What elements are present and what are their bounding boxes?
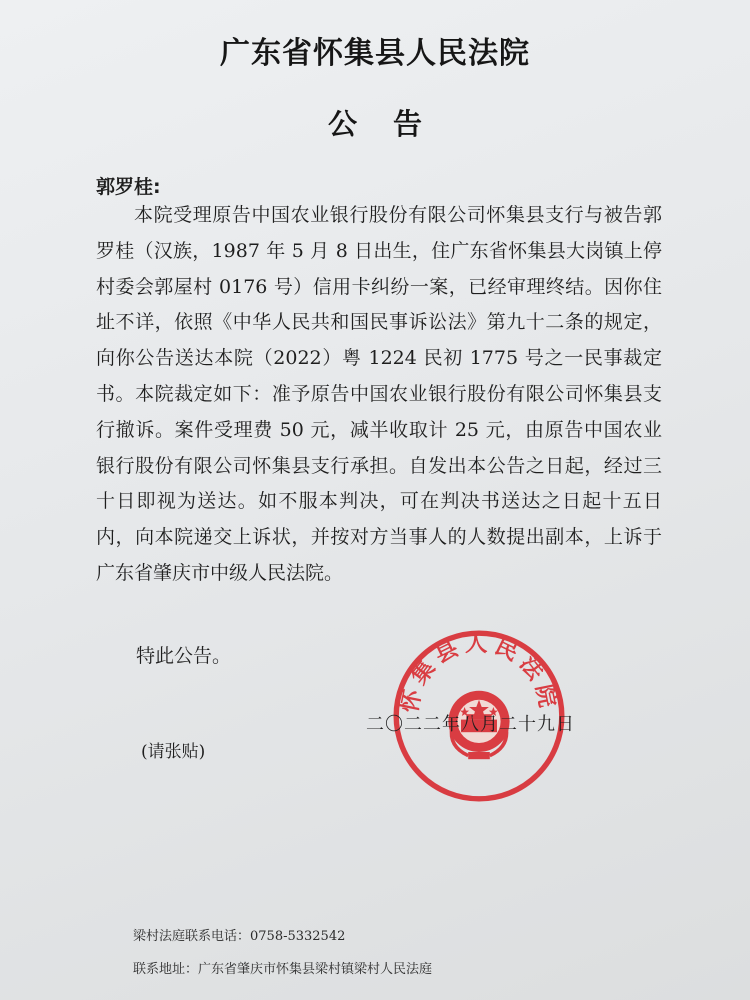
court-name: 广东省怀集县人民法院 bbox=[220, 36, 530, 71]
seal-text: 怀集县人民法院 bbox=[396, 630, 562, 715]
addressee: 郭罗桂: bbox=[96, 176, 161, 198]
issue-date: 二〇二二年八月二十九日 bbox=[366, 714, 575, 735]
document-title: 公告 bbox=[327, 107, 458, 141]
footer-phone: 梁村法庭联系电话：0758-5332542 bbox=[133, 929, 346, 944]
posting-note: (请张贴) bbox=[141, 742, 206, 762]
notice-paragraph: 本院受理原告中国农业银行股份有限公司怀集县支行与被告郭罗桂（汉族，1987 年 5 月 8 日出生，住广东省怀集县大岗镇上停村委会郭屋村 0176 号）信用卡纠纷一案，已经审理终结。因你住址不详，依照《中华人民共和国民事诉讼法》第九十二条的规定，向你公告送达本院（2022）粤 1224 民初 1775 号之一民事裁定书。本院裁定如下：准予原告中国农业银行股份有限公司怀集县支行撤诉。案件受理费 50 元，减半收取计 25 元，由原告中国农业银行股份有限公司怀集县支行承担。自发出本公告之日起，经过三十日即视为送达。如不服本判决，可在判决书送达之日起十五日内，向本院递交上诉状，并按对方当事人的人数提出副本，上诉于广东省肇庆市中级人民法院。 bbox=[96, 204, 662, 584]
closing-line: 特此公告。 bbox=[136, 645, 232, 667]
footer-address: 联系地址：广东省肇庆市怀集县梁村镇梁村人民法庭 bbox=[133, 962, 433, 977]
notice-body bbox=[96, 198, 662, 592]
